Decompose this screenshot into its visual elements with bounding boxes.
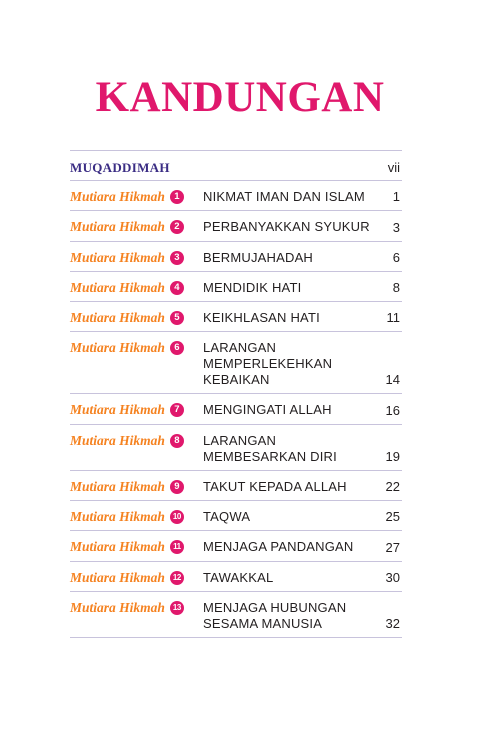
toc-row[interactable] bbox=[70, 471, 402, 501]
chapter-title: KEIKHLASAN HATI bbox=[203, 310, 320, 326]
hikmah-text: Mutiara Hikmah bbox=[70, 599, 165, 615]
page-number: 30 bbox=[385, 569, 400, 585]
mutiara-hikmah-label bbox=[70, 340, 184, 356]
muqaddimah-page-number: vii bbox=[387, 160, 400, 175]
chapter-number-badge: 11 bbox=[170, 540, 184, 554]
page-number: 1 bbox=[392, 189, 400, 205]
chapter-title: TAWAKKAL bbox=[203, 569, 274, 585]
chapter-number-badge: 3 bbox=[170, 251, 184, 265]
chapter-title: PERBANYAKKAN SYUKUR bbox=[203, 219, 370, 235]
chapter-number-badge: 10 bbox=[170, 510, 184, 524]
table-of-contents bbox=[70, 150, 402, 638]
chapter-number-badge: 6 bbox=[170, 341, 184, 355]
mutiara-hikmah-label bbox=[70, 600, 184, 616]
page-number: 3 bbox=[392, 219, 400, 235]
chapter-title: MENGINGATI ALLAH bbox=[203, 402, 332, 418]
mutiara-hikmah-label bbox=[70, 189, 184, 205]
toc-row-muqaddimah[interactable] bbox=[70, 150, 402, 181]
hikmah-text: Mutiara Hikmah bbox=[70, 509, 165, 525]
mutiara-hikmah-label bbox=[70, 250, 184, 266]
hikmah-text: Mutiara Hikmah bbox=[70, 279, 165, 295]
page-number: 25 bbox=[385, 509, 400, 525]
chapter-title: LARANGAN MEMBESARKAN DIRI bbox=[203, 432, 337, 464]
chapter-title: MENJAGA HUBUNGAN SESAMA MANUSIA bbox=[203, 599, 347, 631]
toc-row[interactable] bbox=[70, 211, 402, 241]
chapter-number-badge: 12 bbox=[170, 571, 184, 585]
toc-row[interactable] bbox=[70, 272, 402, 302]
mutiara-hikmah-label bbox=[70, 509, 184, 525]
chapter-number-badge: 7 bbox=[170, 403, 184, 417]
page-title: KANDUNGAN bbox=[95, 74, 385, 121]
chapter-number-badge: 2 bbox=[170, 220, 184, 234]
hikmah-text: Mutiara Hikmah bbox=[70, 478, 165, 494]
chapter-number-badge: 4 bbox=[170, 281, 184, 295]
toc-row[interactable] bbox=[70, 242, 402, 272]
mutiara-hikmah-label bbox=[70, 280, 184, 296]
page-number: 6 bbox=[392, 249, 400, 265]
muqaddimah-label: MUQADDIMAH bbox=[70, 160, 170, 175]
page-number: 8 bbox=[392, 280, 400, 296]
toc-row[interactable] bbox=[70, 394, 402, 424]
chapter-number-badge: 1 bbox=[170, 190, 184, 204]
hikmah-text: Mutiara Hikmah bbox=[70, 219, 165, 235]
page-number: 19 bbox=[385, 448, 400, 464]
hikmah-text: Mutiara Hikmah bbox=[70, 432, 165, 448]
toc-row[interactable] bbox=[70, 531, 402, 561]
mutiara-hikmah-label bbox=[70, 570, 184, 586]
mutiara-hikmah-label bbox=[70, 219, 184, 235]
page-number: 16 bbox=[385, 402, 400, 418]
chapter-title: TAQWA bbox=[203, 509, 251, 525]
hikmah-text: Mutiara Hikmah bbox=[70, 340, 165, 356]
chapter-title: NIKMAT IMAN DAN ISLAM bbox=[203, 189, 365, 204]
mutiara-hikmah-label bbox=[70, 310, 184, 326]
hikmah-text: Mutiara Hikmah bbox=[70, 569, 165, 585]
chapter-title: LARANGAN MEMPERLEKEHKAN KEBAIKAN bbox=[203, 340, 333, 388]
toc-row[interactable] bbox=[70, 562, 402, 592]
toc-entries bbox=[70, 181, 402, 638]
chapter-title: MENDIDIK HATI bbox=[203, 279, 302, 295]
page-number: 32 bbox=[385, 615, 400, 631]
hikmah-text: Mutiara Hikmah bbox=[70, 539, 165, 555]
mutiara-hikmah-label bbox=[70, 479, 184, 495]
chapter-number-badge: 8 bbox=[170, 434, 184, 448]
toc-row[interactable] bbox=[70, 592, 402, 638]
page-number: 14 bbox=[385, 372, 400, 388]
chapter-number-badge: 5 bbox=[170, 311, 184, 325]
chapter-number-badge: 9 bbox=[170, 480, 184, 494]
page-number: 27 bbox=[385, 539, 400, 555]
hikmah-text: Mutiara Hikmah bbox=[70, 310, 165, 326]
toc-row[interactable] bbox=[70, 332, 402, 394]
toc-row[interactable] bbox=[70, 302, 402, 332]
mutiara-hikmah-label bbox=[70, 539, 184, 555]
hikmah-text: Mutiara Hikmah bbox=[70, 189, 165, 204]
toc-row[interactable] bbox=[70, 425, 402, 471]
hikmah-text: Mutiara Hikmah bbox=[70, 249, 165, 265]
hikmah-text: Mutiara Hikmah bbox=[70, 402, 165, 418]
chapter-title: BERMUJAHADAH bbox=[203, 249, 314, 265]
chapter-number-badge: 13 bbox=[170, 601, 184, 615]
mutiara-hikmah-label bbox=[70, 402, 184, 418]
chapter-title: MENJAGA PANDANGAN bbox=[203, 539, 354, 555]
mutiara-hikmah-label bbox=[70, 433, 184, 449]
chapter-title: TAKUT KEPADA ALLAH bbox=[203, 478, 347, 494]
toc-row[interactable] bbox=[70, 181, 402, 211]
page-number: 22 bbox=[385, 479, 400, 495]
toc-row[interactable] bbox=[70, 501, 402, 531]
page-number: 11 bbox=[386, 310, 400, 326]
